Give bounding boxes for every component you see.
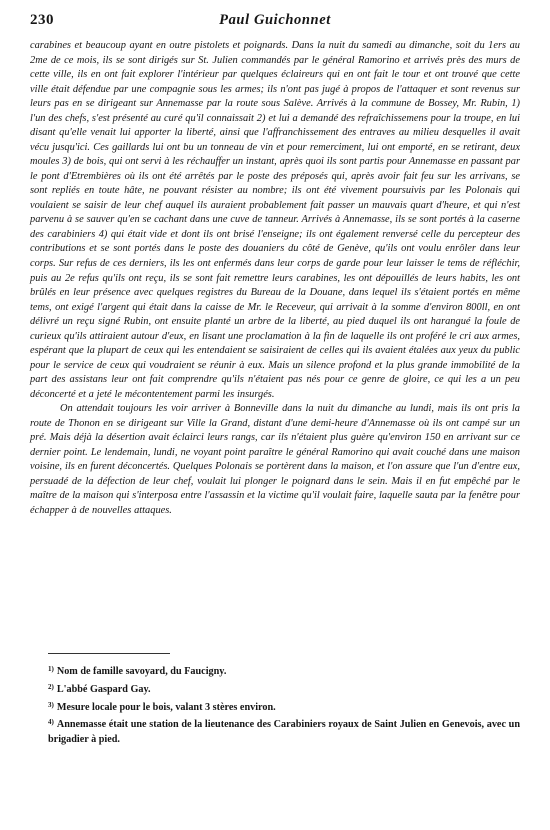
footnote-text: Annemasse était une station de la lieutenance des Carabiniers royaux de Saint Julien en Genevois, avec un brigadier à pied. bbox=[48, 719, 520, 746]
footnote-divider bbox=[48, 653, 170, 654]
footnote bbox=[48, 680, 520, 698]
footnote bbox=[48, 698, 520, 716]
body-text bbox=[30, 39, 520, 519]
footnote-mark: 1) bbox=[48, 665, 54, 673]
page-number: 230 bbox=[30, 12, 54, 28]
footnote-text: L'abbé Gaspard Gay. bbox=[56, 683, 151, 695]
footnote-mark: 3) bbox=[48, 700, 54, 709]
footnote bbox=[48, 662, 520, 680]
footnotes bbox=[48, 662, 520, 748]
paragraph: On attendait toujours les voir arriver à Bonneville dans la nuit du dimanche au lundi, mais ils ont pris la route de Thonon en se dirigeant sur Ville la Grand, distant d'une demi-heure d'Annemasse où ils ont campé sur un pré. Mais déjà la désertion avait éclairci leurs rangs, car ils n'étaient plus guère qu'environ 150 en arrivant sur ce dernier point. Le lendemain, lundi, ne voyant point paraître le général Ramorino qui avait couché dans une maison voisine, ils en furent déconcertés. Quelques Polonais se portèrent dans la maison, et l'on assure que l'un d'entre eux, persuadé de la défection de leur chef, voulait lui plonger le poignard dans le sein. Mais il en fut empêché par le maître de la maison qui s'interposa entre l'assassin et la victime qu'il voulait faire, laquelle sauta par la fenêtre pour échapper à de nouvelles attaques. bbox=[30, 403, 520, 516]
page-header bbox=[30, 12, 520, 32]
footnote-text: Mesure locale pour le bois, valant 3 stères environ. bbox=[56, 701, 276, 713]
running-head: Paul Guichonnet bbox=[219, 12, 331, 28]
footnote bbox=[48, 715, 520, 748]
footnote-mark: 2) bbox=[48, 682, 54, 691]
footnote-mark: 4) bbox=[48, 718, 54, 727]
footnote-text: Nom de famille savoyard, du Faucigny. bbox=[56, 666, 227, 677]
paragraph: carabines et beaucoup ayant en outre pistolets et poignards. Dans la nuit du samedi au dimanche, soit du 1ers au 2me de ce mois, ils se sont dirigés sur St. Julien commandés par le général Ramorino et arrivés près des murs de cette ville, ils en ont fait explorer l'intérieur par quelques éclaireurs qui en ont fait le tour et ont trouvé que cette ville était défendue par une compagnie sous les armes; ils n'ont pas jugé à propos de l'attaquer et sont revenus sur leurs pas en se dirigeant sur Annemasse par la route sous Salève. Arrivés à la commune de Bossey, Mr. Rubin, 1) l'un des chefs, s'est présenté au curé qu'il connaissait 2) et lui a demandé des refraîchissemens pour la troupe, en lui disant qu'elle venait lui apporter la liberté, ainsi que l'affranchissement des entraves au milieu desquelles il avait vécu jusqu'ici. Ces gaillards lui ont bu un tonneau de vin et pour remerciment, lui ont emporté, en se retirant, deux moules 3) de bois, qui ont servi à les réchauffer un instant, après quoi ils sont partis pour Annemasse en passant par le pont d'Etrembières où ils ont été arrêtés par le poste des préposés qui, après avoir fait feu sur les arrivans, se sont repliés en toute hâte, ne pouvant résister au nombre; ils ont été vivement poursuivis par les Polonais qui voulaient se saisir de leur chef auquel ils auraient probablement fait passer un mauvais quart d'heure, et qui n'est parvenu à se sauver qu'en se cachant dans une cuve de tanneur. Arrivés à Annemasse, ils se sont portés à la caserne des carabiniers 4) qui était vide et dont ils ont brisé l'enseigne; ils ont également renversé celle du percepteur des contributions et se sont portés dans le poste des douaniers du côté de Genève, qu'ils ont voulu enrôler dans leur corps. Sur refus de ces derniers, ils les ont enfermés dans leur corps de garde pour leur laisser le tems de réfléchir, puis au 2e refus qu'ils ont reçu, ils se sont fait remettre leurs carabines, les ont dépouillés de leurs habits, les ont brûlés en leur présence avec quelques registres du Bureau de la Douane, dans lequel ils s'étaient portés en même tems, ont exigé l'argent qui était dans la caisse de Mr. le Receveur, qui arrivait à la somme d'environ 800ll, en ont délivré un reçu signé Rubin, ont ensuite planté un arbre de la liberté, au pied duquel ils ont harangué la foule de curieux qu'ils attiraient autour d'eux, en lisant une proclamation à la fin de laquelle ils ont proféré le cri aux armes, espérant que la plupart de ceux qui les entendaient se saisiraient de celles qui ils avaient étalées aux yeux du public pour le service de ceux qui voudraient se réunir à eux. Mais un silence profond et la plus grande immobilité de la part des assistans leur ont fait comprendre qu'ils n'étaient pas nés pour ce genre de gloire, ce qui les a un peu déconcerté et a jeté le mécontentement parmi les insurgés. bbox=[30, 40, 520, 400]
